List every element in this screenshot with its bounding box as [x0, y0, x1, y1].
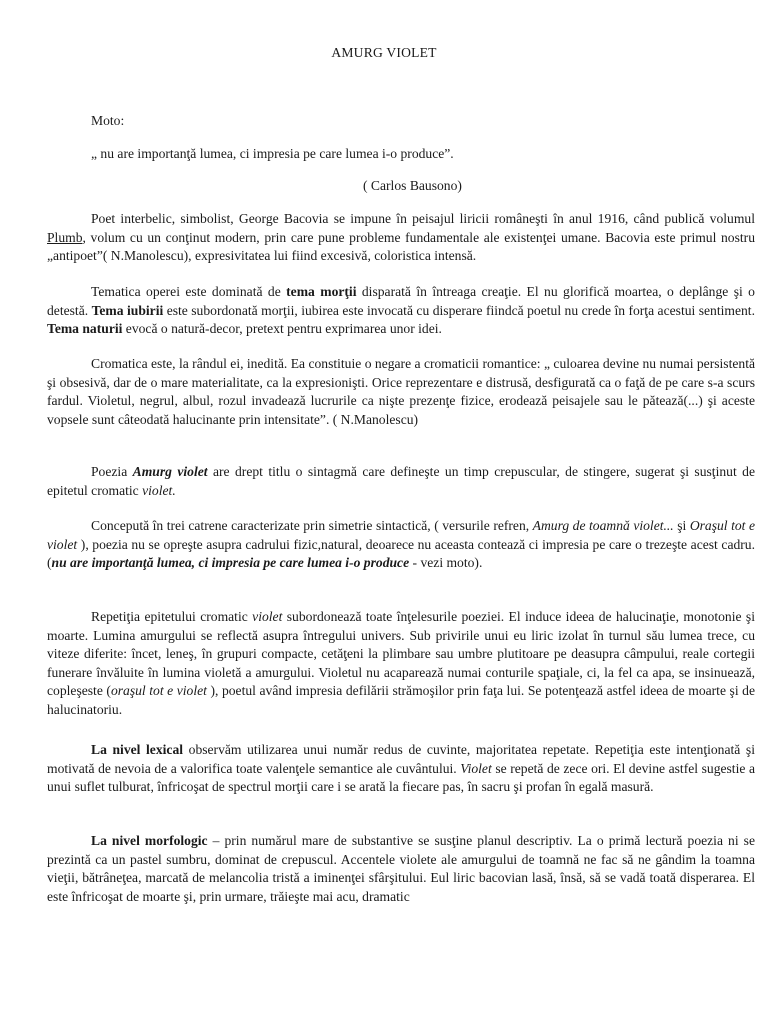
volume-title-plumb: Plumb: [47, 229, 83, 245]
paragraph-chromatics: Cromatica este, la rândul ei, inedită. Ea constituie o negare a cromaticii romantice: „ culoarea devine nu numai persistentă şi obsesivă, dar de o mare materialitate, ca la expresionişti. Orice reprezentare e distrusă, desfigurată ca o faţă de pe care s-a scurs fardul. Violetul, negrul, albul, rozul invadează lucrurile ca nişte prezenţe fizice, erodează peisajele sau le pătează(...) şi aceste vopsele sunt câteodată halucinante prin intensitate”. ( N.Manolescu): [47, 356, 755, 427]
paragraph-lexical: La nivel lexical observăm utilizarea unui număr redus de cuvinte, majoritatea repetate. Repetiţia este intenţionată şi motivată de nevoia de a valorifica toate valenţele semantice ale cuvântului. Violet se repetă de zece ori. El devine astfel sugestie a unui suflet tulburat, înfricoşat de spectrul morţii care i se arată la fiecare pas, în sacru şi profan în egală masură.: [47, 742, 756, 795]
paragraph-intro: Poet interbelic, simbolist, George Bacovia se impune în peisajul liricii româneşti în anul 1916, când publică volumul Plumb, volum cu un conţinut modern, prin care pune probleme fundamentale ale existenţei umane. Bacovia este primul nostru „antipoet”( N.Manolescu), expresivitatea lui fiind excesivă, coloristica intensă.: [47, 211, 755, 264]
document-title: AMURG VIOLET: [331, 45, 437, 60]
moto-quote: „ nu are importanţă lumea, ci impresia pe care lumea i-o produce”.: [91, 146, 454, 161]
moto-label: Moto:: [91, 113, 125, 128]
paragraph-repetition: Repetiţia epitetului cromatic violet subordonează toate înţelesurile poeziei. El induce ideea de halucinaţie, monotonie şi moarte. Lumina amurgului se reflectă asupra întregului univers. Sub privirile unui eu liric izolat în turnul său lumea trece, cu viteze diferite: încet, leneş, în grupuri compacte, cetăţeni la plimbare sau umbre plutitoare pe deasupra câmpului, reale cortegii funerare învăluite în lumina violetă a amurgului. Violetul nu acaparează numai conturile spaţiale, ci, la fel ca apa, se insinuează, copleşeste (oraşul tot e violet ), poetul având impresia defilării strămoşilor prin faţa lui. Se potenţează astfel ideea de moarte şi de halucinatoriu.: [47, 609, 755, 717]
paragraph-themes: Tematica operei este dominată de tema morţii disparată în întreaga creaţie. El nu glorifică moartea, o deplânge şi o detestă. Tema iubirii este subordonată morţii, iubirea este invocată cu disperare fiindcă poetul nu crede în forţa acestui sentiment. Tema naturii evocă o natură-decor, pretext pentru exprimarea unor idei.: [47, 284, 755, 337]
paragraph-title-meaning: Poezia Amurg violet are drept titlu o sintagmă care defineşte un timp crepuscular, de stingere, sugerat şi susţinut de epitetul cromatic violet.: [47, 464, 755, 498]
moto-author: ( Carlos Bausono): [363, 178, 462, 193]
paragraph-morphological: La nivel morfologic – prin numărul mare de substantive se susţine planul descriptiv. La o primă lectură poezia ni se prezintă ca un pastel sumbru, dominat de crepuscul. Accentele violete ale amurgului de toamnă ne fac să ne gândim la toamna vieţii, bătrâneţea, marcată de melancolia tristă a iminenţei sfârşitului. Eul liric bacovian lasă, însă, să se vadă toată disperarea. El este înfricoşat de moarte şi, prin urmare, trăieşte mai acu, dramatic: [47, 833, 755, 904]
paragraph-structure: Concepută în trei catrene caracterizate prin simetrie sintactică, ( versurile refren, Amurg de toamnă violet... şi Oraşul tot e violet ), poezia nu se opreşte asupra cadrului fizic,natural, deoarece nu aceasta contează ci impresia pe care o trezeşte acest cadru.(nu are importanţă lumea, ci impresia pe care lumea i-o produce - vezi moto).: [47, 518, 755, 571]
